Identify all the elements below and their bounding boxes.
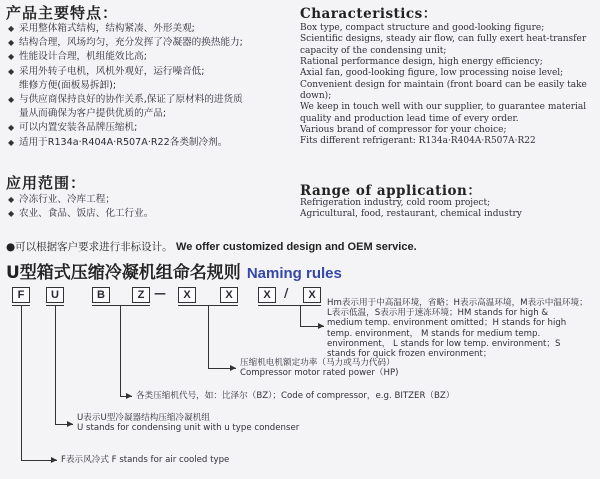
arrow-f [51, 457, 57, 463]
connector-u-vertical [55, 305, 56, 425]
annotation-temperature [327, 298, 588, 359]
features-cn-list [8, 22, 243, 150]
text-line: Agricultural, food, restaurant, chemical industry [300, 209, 522, 220]
text-line: Box type, compact structure and good-looking figure; [300, 23, 545, 33]
text-line: L表示低温，S表示用于速冻环境；HM stands for high & [327, 308, 549, 319]
diamond-bullet-icon: ◆ [8, 66, 15, 76]
list-item [8, 193, 153, 207]
text-line: Convenient design for maintain (front board can be easily take [300, 79, 587, 90]
text-line: medium temp. environment omitted；H stands for high [327, 318, 567, 329]
text-line: We keep in touch well with our supplier, to guarantee material [300, 102, 587, 113]
diamond-bullet-icon: ◆ [8, 95, 15, 105]
features-en-list [300, 23, 587, 148]
annotation-u-type [77, 413, 299, 433]
text-line: F表示风冷式 F stands for air cooled type [61, 455, 230, 465]
application-en-title: Range of application： [300, 183, 482, 199]
code-box-x3: X [258, 287, 276, 303]
diamond-bullet-icon: ◆ [8, 123, 15, 133]
text-line: Fits different refrigerant: R134a·R404A·R507A·R22 [300, 136, 536, 147]
list-item-text: 可以内置安装各品牌压缩机; [19, 122, 138, 134]
list-item [8, 136, 243, 150]
list-item-text: 采用整体箱式结构，结构紧凑、外形美观; [19, 23, 195, 34]
annotation-air-cooled [61, 455, 229, 465]
diamond-bullet-icon: ◆ [8, 52, 15, 62]
list-item [8, 22, 243, 36]
list-item [8, 79, 243, 93]
list-item-text: 与供应商保持良好的协作关系,保证了原材料的进货质 [19, 94, 243, 106]
arrow-power [230, 365, 236, 371]
underline-bz [92, 305, 150, 306]
text-line: Scientific designs, steady air flow, can fully exert heat-transfer [300, 34, 587, 45]
list-item [8, 50, 243, 64]
code-box-x1: X [178, 287, 196, 303]
naming-title [6, 258, 342, 283]
list-item [8, 36, 243, 50]
text-line: Various brand of compressor for your choice; [300, 125, 507, 136]
list-item [8, 207, 153, 221]
application-en-list [300, 198, 522, 221]
text-line: Axial fan, good-looking figure, low processing noise level; [300, 68, 564, 79]
custom-design-cn: ●可以根据客户要求进行非标设计。 [6, 241, 173, 253]
arrow-code [126, 393, 132, 399]
annotation-compressor-code [136, 391, 454, 401]
text-line: U表示U型冷凝器结构压缩冷凝机组 [77, 413, 210, 423]
diamond-bullet-icon: ◆ [8, 209, 15, 219]
features-en-title: Characteristics： [300, 6, 437, 22]
application-cn-title: 应用范围： [6, 174, 87, 192]
code-box-f: F [12, 287, 30, 303]
list-item-text: 采用外转子电机，风机外观好，运行噪音低; [19, 65, 205, 77]
text-line: Refrigeration industry, cold room project; [300, 198, 491, 208]
text-line: Rational performance design, high energy efficiency; [300, 57, 543, 68]
text-line: 各类压缩机代号，如：比泽尔（BZ）；Code of compressor，e.g. BITZER（BZ） [136, 391, 455, 401]
text-line: U stands for condensing unit with u type condenser [77, 423, 300, 434]
arrow-temp [318, 323, 324, 329]
code-box-x2: X [220, 287, 238, 303]
code-separator-slash: / [284, 286, 289, 300]
text-line: Compressor motor rated power（HP) [240, 368, 399, 379]
diamond-bullet-icon: ◆ [8, 38, 15, 48]
list-item-text: 维修方便(面板易拆卸); [19, 79, 117, 91]
list-item-text: 适用于R134a·R404A·R507A·R22各类制冷剂。 [19, 136, 228, 148]
code-separator-dash: — [154, 286, 166, 300]
list-item [8, 65, 243, 79]
text-line: capacity of the condensing unit; [300, 45, 447, 56]
code-box-x4: X [303, 287, 321, 303]
features-cn-title: 产品主要特点： [6, 4, 119, 22]
diamond-bullet-icon: ◆ [8, 24, 15, 33]
list-item-text: 量从而确保为客户提供优质的产品; [19, 108, 167, 120]
connector-power-vertical [208, 305, 209, 369]
connector-temp-vertical [300, 305, 301, 327]
text-line: 压缩机电机额定功率（马力或马力代码） [240, 358, 395, 368]
application-cn-list [8, 193, 153, 221]
list-item-text: 性能设计合理，机组能效比高; [19, 51, 147, 63]
connector-code-vertical [120, 305, 121, 397]
list-item [8, 107, 243, 121]
code-box-u: U [46, 287, 64, 303]
list-item-text: 结构合理，风场均匀，充分发挥了冷凝器的换热能力; [19, 37, 243, 49]
code-box-z: Z [132, 287, 150, 303]
text-line: Hm表示用于中高温环境，省略；H表示高温环境，M表示中温环境； [327, 298, 588, 308]
diamond-bullet-icon: ◆ [8, 137, 15, 147]
list-item-text: 冷冻行业、冷库工程； [19, 194, 115, 205]
text-line: temp. environment， M stands for medium temp. [327, 328, 541, 339]
naming-title-cn: U型箱式压缩冷凝机组命名规则 [6, 263, 241, 283]
code-box-b: B [92, 287, 110, 303]
arrow-u [67, 421, 73, 427]
text-line: quality and production lead time of every order. [300, 113, 519, 124]
list-item-text: 农业、食品、饭店、化工行业。 [19, 208, 154, 220]
underline-x-temp [258, 305, 321, 306]
list-item [8, 121, 243, 135]
text-line: stands for quick frozen environment； [327, 349, 492, 360]
text-line: down); [300, 91, 332, 102]
text-line: environment， L stands for low temp. environment；S [327, 338, 561, 349]
naming-title-en: Naming rules [246, 265, 342, 282]
custom-design-note [6, 239, 417, 254]
diamond-bullet-icon: ◆ [8, 195, 15, 204]
list-item [8, 93, 243, 107]
custom-design-en: We offer customized design and OEM service. [176, 241, 417, 253]
annotation-motor-power [240, 358, 399, 378]
connector-f-vertical [21, 305, 22, 461]
